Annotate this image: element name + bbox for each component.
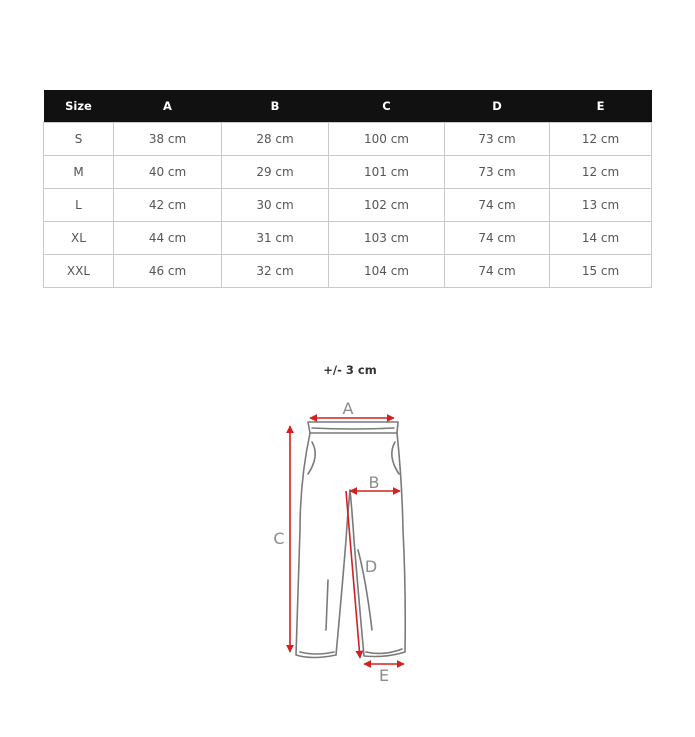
header-size: Size [44,90,114,123]
header-d: D [445,90,550,123]
cell-b: 32 cm [222,255,329,288]
cell-b: 28 cm [222,123,329,156]
cell-a: 42 cm [114,189,222,222]
header-a: A [114,90,222,123]
table-row [44,222,652,255]
left-crease [326,580,328,630]
cell-size: S [44,123,114,156]
left-leg [296,433,350,658]
label-e: E [378,666,390,685]
table-row [44,156,652,189]
header-e: E [550,90,652,123]
cell-b: 30 cm [222,189,329,222]
cell-c: 102 cm [329,189,445,222]
measurement-lines [290,418,404,664]
cell-c: 104 cm [329,255,445,288]
cell-size: L [44,189,114,222]
right-leg [350,433,405,657]
cell-d: 73 cm [445,156,550,189]
cell-a: 46 cm [114,255,222,288]
cell-d: 74 cm [445,255,550,288]
label-d: D [364,557,378,576]
cell-e: 12 cm [550,123,652,156]
label-b: B [368,473,380,492]
left-pocket [308,442,315,474]
header-b: B [222,90,329,123]
table-row [44,123,652,156]
table-row [44,255,652,288]
cell-a: 44 cm [114,222,222,255]
cell-c: 100 cm [329,123,445,156]
pants-measurement-diagram [260,390,430,690]
label-c: C [273,529,285,548]
cell-d: 74 cm [445,189,550,222]
cell-e: 12 cm [550,156,652,189]
tolerance-note: +/- 3 cm [323,363,377,377]
cell-d: 73 cm [445,123,550,156]
table-row [44,189,652,222]
cell-e: 14 cm [550,222,652,255]
left-hem [300,652,334,654]
waistband [308,422,398,433]
cell-size: M [44,156,114,189]
header-c: C [329,90,445,123]
right-hem [366,649,402,653]
cell-a: 38 cm [114,123,222,156]
cell-size: XXL [44,255,114,288]
cell-a: 40 cm [114,156,222,189]
cell-e: 15 cm [550,255,652,288]
cell-b: 31 cm [222,222,329,255]
table-header-row [44,90,652,123]
cell-size: XL [44,222,114,255]
cell-d: 74 cm [445,222,550,255]
cell-c: 101 cm [329,156,445,189]
cell-c: 103 cm [329,222,445,255]
waistband-stitch [312,428,394,429]
cell-b: 29 cm [222,156,329,189]
cell-e: 13 cm [550,189,652,222]
label-a: A [342,399,354,418]
size-chart-table [43,90,652,288]
